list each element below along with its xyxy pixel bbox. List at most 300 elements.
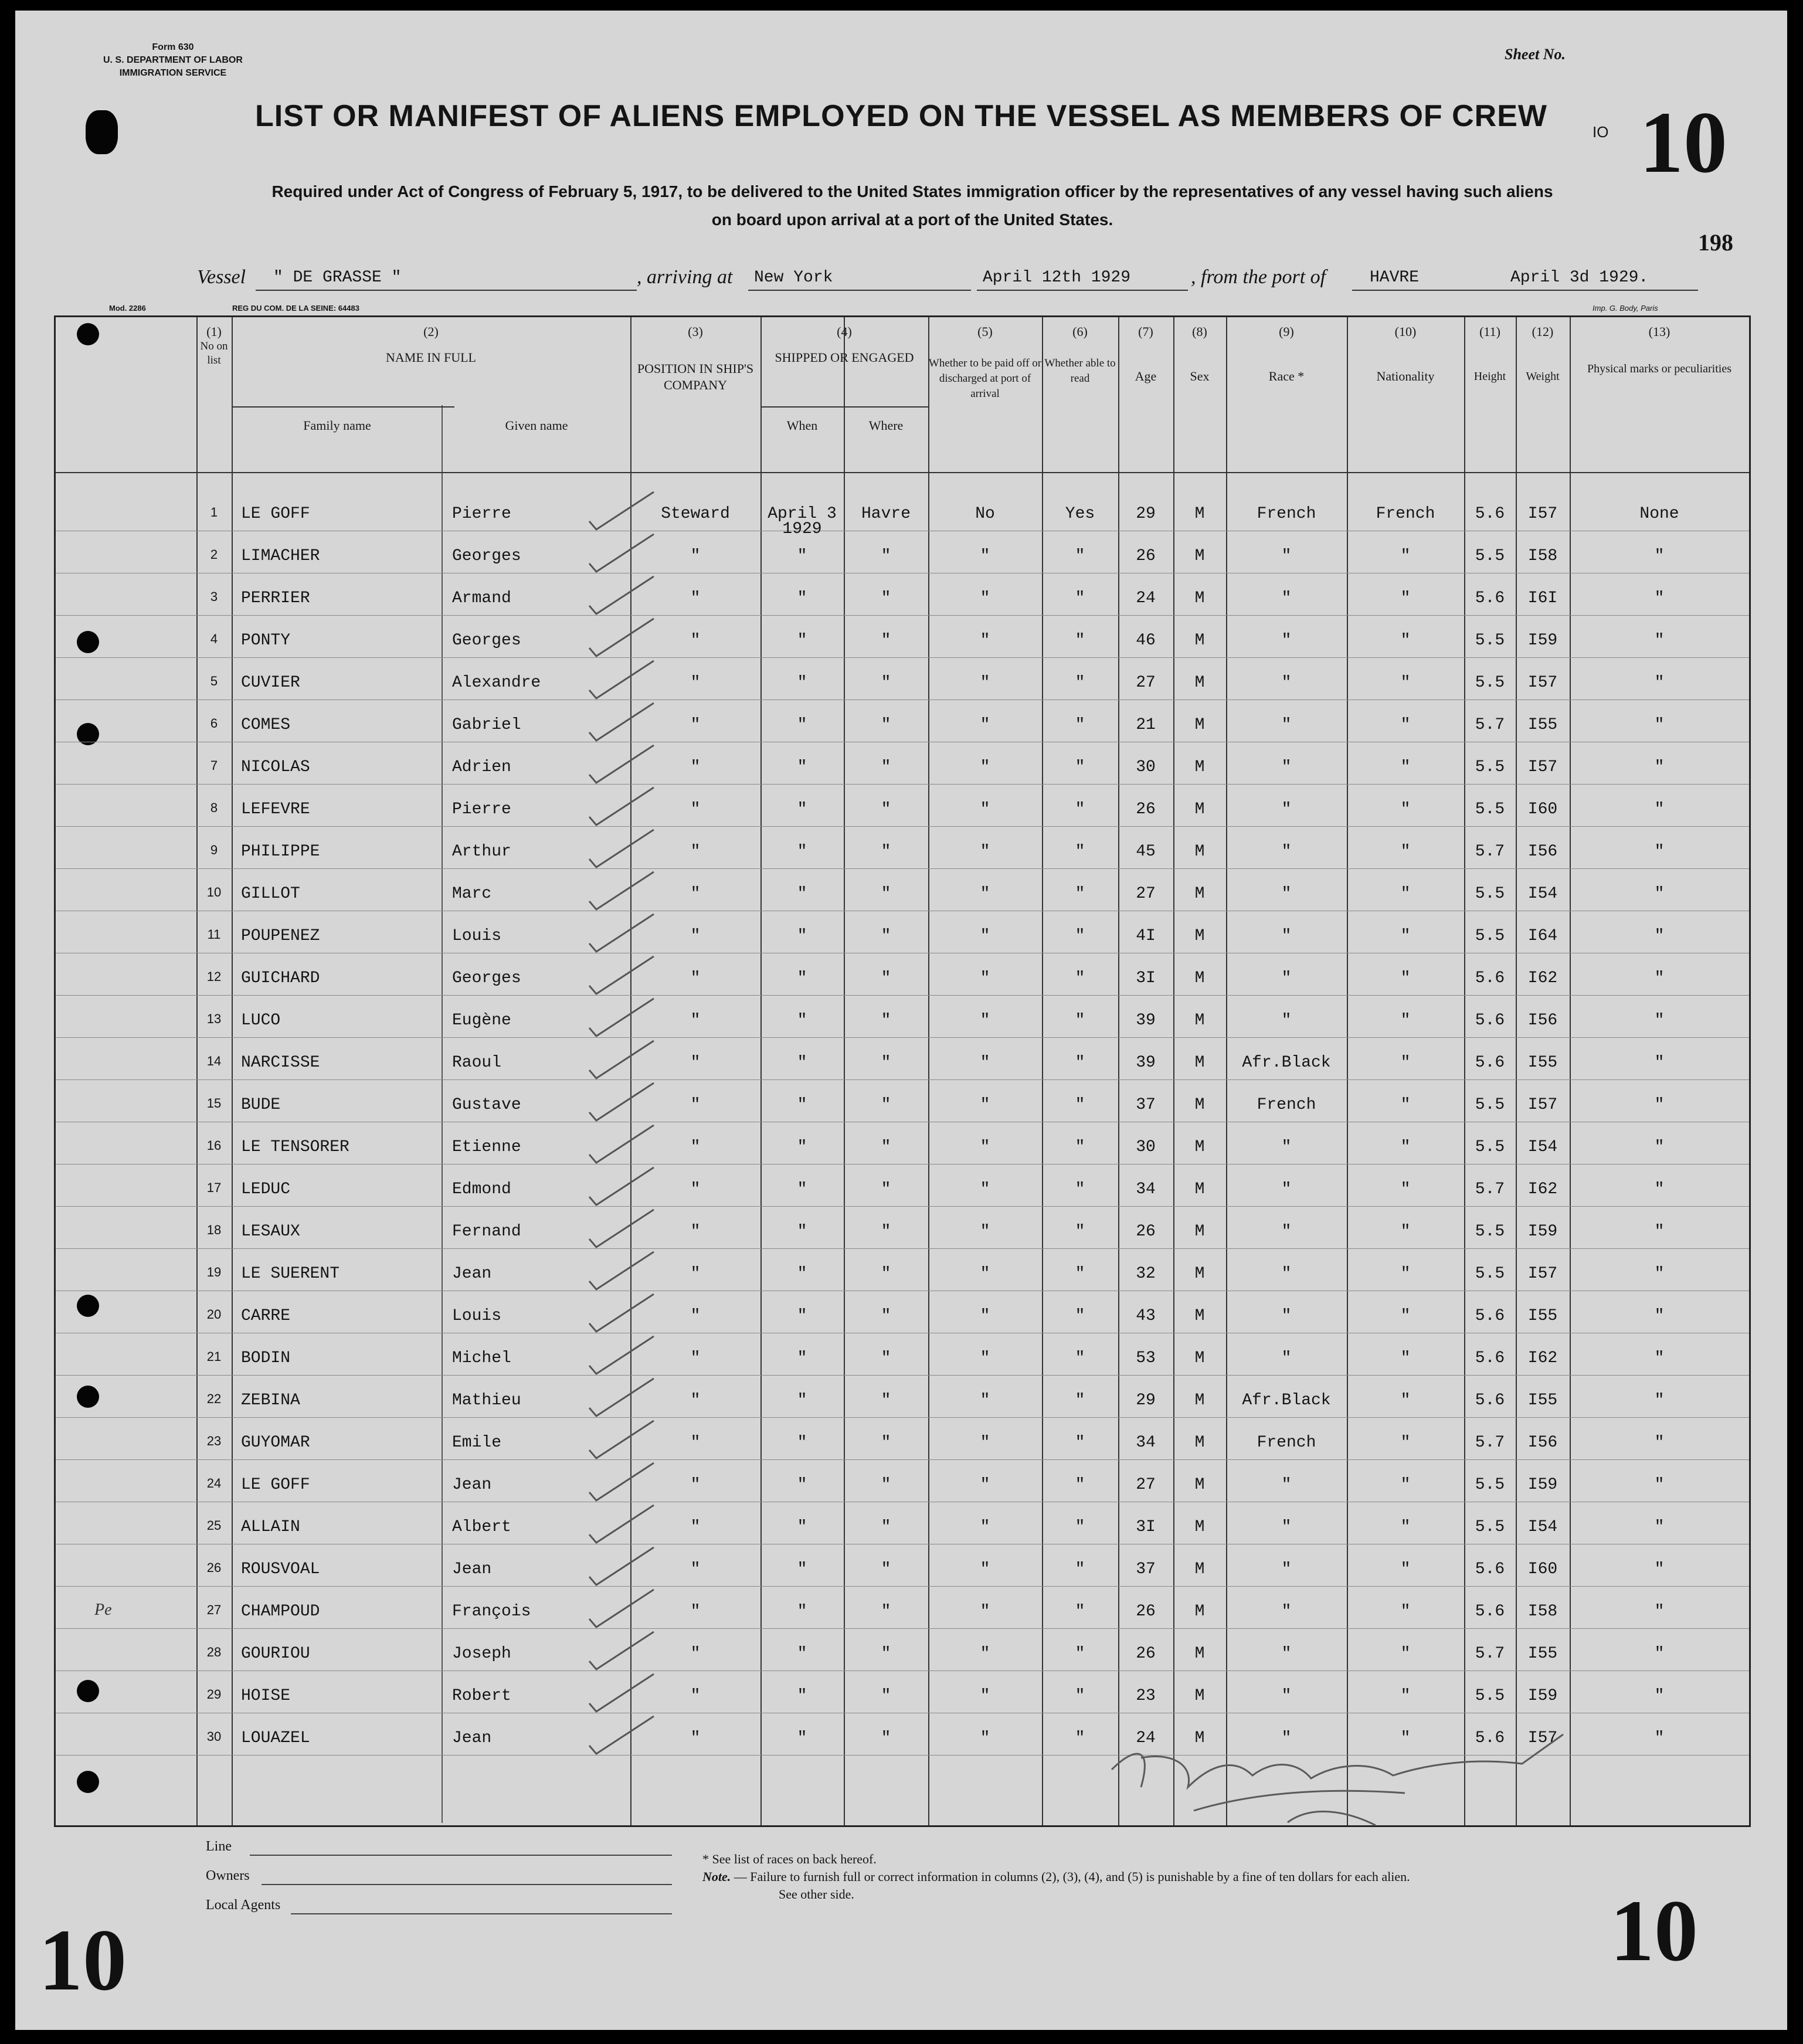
weight: I56	[1527, 1011, 1558, 1030]
paid-off: "	[980, 1265, 990, 1283]
position: "	[690, 1434, 701, 1452]
race: "	[1281, 1687, 1292, 1705]
position: "	[690, 969, 701, 987]
paid-off: "	[980, 843, 990, 861]
weight: I59	[1527, 631, 1558, 650]
sheet-label: Sheet No.	[1505, 46, 1566, 63]
race: "	[1281, 1265, 1292, 1283]
corner-number-right: 10	[1610, 1882, 1698, 1980]
nationality: "	[1400, 927, 1411, 945]
race: Afr.Black	[1242, 1054, 1331, 1072]
row-number: 7	[210, 758, 218, 773]
weight: I57	[1527, 1265, 1558, 1283]
row-number: 10	[206, 885, 222, 899]
able-to-read: "	[1075, 758, 1085, 776]
shipped-year: 1929	[782, 520, 822, 538]
height: 5.5	[1475, 631, 1505, 650]
race: "	[1281, 547, 1292, 565]
page-title: LIST OR MANIFEST OF ALIENS EMPLOYED ON THE VESSEL AS MEMBERS OF CREW	[255, 99, 1547, 133]
shipped-where: "	[881, 716, 891, 734]
physical-marks: "	[1654, 1518, 1665, 1536]
sex: M	[1194, 1518, 1205, 1536]
shipped-where: "	[881, 1011, 891, 1030]
nationality: "	[1400, 1265, 1411, 1283]
shipped-where: "	[881, 1223, 891, 1241]
row-number: 4	[210, 631, 218, 646]
shipped-where: "	[881, 1602, 891, 1621]
race: "	[1281, 1223, 1292, 1241]
weight: I60	[1527, 1560, 1558, 1578]
row-number: 14	[206, 1054, 222, 1068]
physical-marks: "	[1654, 969, 1665, 987]
shipped-when: "	[797, 1518, 807, 1536]
given-name: Jean	[452, 1476, 492, 1494]
position: "	[690, 1687, 701, 1705]
race: "	[1281, 1307, 1292, 1325]
given-name: Etienne	[452, 1138, 521, 1156]
physical-marks: "	[1654, 1476, 1665, 1494]
given-name-header: Given name	[505, 418, 568, 433]
nationality: "	[1400, 674, 1411, 692]
race: "	[1281, 969, 1292, 987]
race: "	[1281, 1011, 1292, 1030]
shipped-where: "	[881, 1476, 891, 1494]
age: 24	[1136, 1729, 1156, 1747]
given-name: Armand	[452, 589, 511, 607]
weight: I55	[1527, 1054, 1558, 1072]
height: 5.6	[1475, 1602, 1505, 1621]
able-to-read: "	[1075, 1391, 1085, 1410]
nationality: "	[1400, 1434, 1411, 1452]
given-name: Jean	[452, 1265, 492, 1283]
able-to-read: "	[1075, 1560, 1085, 1578]
physical-marks: "	[1654, 1434, 1665, 1452]
given-name: Adrien	[452, 758, 511, 776]
shipped-when: "	[797, 1602, 807, 1621]
sex: M	[1194, 843, 1205, 861]
weight: I56	[1527, 843, 1558, 861]
nationality: "	[1400, 1560, 1411, 1578]
height: 5.6	[1475, 969, 1505, 987]
height: 5.6	[1475, 589, 1505, 607]
weight: I57	[1527, 505, 1558, 523]
nationality: "	[1400, 969, 1411, 987]
shipped-when: "	[797, 674, 807, 692]
weight: I62	[1527, 1180, 1558, 1198]
sex: M	[1194, 927, 1205, 945]
physical-marks: "	[1654, 927, 1665, 945]
given-name: Gabriel	[452, 716, 521, 734]
height: 5.7	[1475, 1180, 1505, 1198]
col-9-header: (9) Race *	[1268, 324, 1305, 383]
given-name: Louis	[452, 927, 502, 945]
race: "	[1281, 758, 1292, 776]
age: 26	[1136, 1602, 1156, 1621]
height: 5.7	[1475, 843, 1505, 861]
able-to-read: "	[1075, 885, 1085, 903]
weight: I58	[1527, 1602, 1558, 1621]
age: 27	[1136, 885, 1156, 903]
able-to-read: "	[1075, 1307, 1085, 1325]
given-name: Georges	[452, 547, 521, 565]
age: 34	[1136, 1434, 1156, 1452]
sex: M	[1194, 1349, 1205, 1367]
shipped-when: "	[797, 1476, 807, 1494]
note-text: — Failure to furnish full or correct information in columns (2), (3), (4), and (5) is punishable by a fine of ten dollars for each alien.	[734, 1869, 1410, 1884]
physical-marks: "	[1654, 716, 1665, 734]
nationality: "	[1400, 1687, 1411, 1705]
shipped-where: Havre	[861, 505, 911, 523]
nationality: "	[1400, 589, 1411, 607]
shipped-where: "	[881, 1729, 891, 1747]
height: 5.6	[1475, 1054, 1505, 1072]
sex: M	[1194, 589, 1205, 607]
position: "	[690, 885, 701, 903]
shipped-where: "	[881, 1560, 891, 1578]
weight: I6I	[1527, 589, 1558, 607]
sex: M	[1194, 1434, 1205, 1452]
sex: M	[1194, 1223, 1205, 1241]
sex: M	[1194, 885, 1205, 903]
race: "	[1281, 631, 1292, 650]
sex: M	[1194, 1054, 1205, 1072]
age: 39	[1136, 1011, 1156, 1030]
physical-marks: "	[1654, 800, 1665, 819]
given-name: Pierre	[452, 505, 511, 523]
weight: I57	[1527, 758, 1558, 776]
weight: I55	[1527, 1391, 1558, 1410]
position: "	[690, 1307, 701, 1325]
physical-marks: "	[1654, 631, 1665, 650]
row-number: 23	[206, 1434, 222, 1448]
shipped-when: April 3	[768, 505, 837, 523]
position: "	[690, 1349, 701, 1367]
position: "	[690, 927, 701, 945]
shipped-when: "	[797, 1223, 807, 1241]
sex: M	[1194, 674, 1205, 692]
age: 37	[1136, 1096, 1156, 1114]
shipped-where: "	[881, 1054, 891, 1072]
shipped-when: "	[797, 1645, 807, 1663]
paid-off: "	[980, 1560, 990, 1578]
weight: I56	[1527, 1434, 1558, 1452]
paid-off: "	[980, 1307, 990, 1325]
weight: I64	[1527, 927, 1558, 945]
physical-marks: "	[1654, 1602, 1665, 1621]
family-name: BODIN	[241, 1349, 291, 1367]
form-number: Form 630	[152, 42, 194, 52]
paid-off: "	[980, 1645, 990, 1663]
age: 46	[1136, 631, 1156, 650]
weight: I57	[1527, 1729, 1558, 1747]
corner-number-left: 10	[39, 1911, 127, 2009]
nationality: French	[1376, 505, 1435, 523]
age: 3I	[1136, 969, 1156, 987]
paid-off: "	[980, 1180, 990, 1198]
paid-off: No	[975, 505, 995, 523]
given-name: Louis	[452, 1307, 502, 1325]
sex: M	[1194, 1011, 1205, 1030]
family-name: GOURIOU	[241, 1645, 310, 1663]
sex: M	[1194, 631, 1205, 650]
nationality: "	[1400, 758, 1411, 776]
weight: I55	[1527, 1645, 1558, 1663]
age: 26	[1136, 800, 1156, 819]
paid-off: "	[980, 1096, 990, 1114]
row-number: 16	[206, 1138, 222, 1153]
sex: M	[1194, 1687, 1205, 1705]
given-name: Jean	[452, 1560, 492, 1578]
able-to-read: "	[1075, 927, 1085, 945]
family-name: LESAUX	[241, 1223, 300, 1241]
able-to-read: "	[1075, 1476, 1085, 1494]
family-name: CHAMPOUD	[241, 1602, 320, 1621]
service-name: IMMIGRATION SERVICE	[119, 68, 227, 78]
position: "	[690, 1518, 701, 1536]
height: 5.5	[1475, 1223, 1505, 1241]
shipped-when: "	[797, 1011, 807, 1030]
age: 45	[1136, 843, 1156, 861]
weight: I54	[1527, 1138, 1558, 1156]
age: 3I	[1136, 1518, 1156, 1536]
sex: M	[1194, 758, 1205, 776]
race: "	[1281, 1476, 1292, 1494]
nationality: "	[1400, 1476, 1411, 1494]
family-name: GUYOMAR	[241, 1434, 310, 1452]
margin-note: Pe	[94, 1601, 112, 1619]
col-4-header: (4) SHIPPED OR ENGAGED	[775, 324, 914, 365]
nationality: "	[1400, 1602, 1411, 1621]
row-number: 2	[210, 547, 218, 562]
race: "	[1281, 589, 1292, 607]
given-name: Fernand	[452, 1223, 521, 1241]
able-to-read: "	[1075, 800, 1085, 819]
able-to-read: "	[1075, 1602, 1085, 1621]
manifest-page	[15, 11, 1787, 2030]
vessel-line	[15, 263, 1787, 292]
shipped-when: "	[797, 1138, 807, 1156]
paid-off: "	[980, 1687, 990, 1705]
sex: M	[1194, 1645, 1205, 1663]
signature	[1100, 1723, 1587, 1840]
row-number: 29	[206, 1687, 222, 1702]
physical-marks: "	[1654, 885, 1665, 903]
physical-marks: "	[1654, 1096, 1665, 1114]
weight: I55	[1527, 1307, 1558, 1325]
race: "	[1281, 1645, 1292, 1663]
col-7-header: (7) Age	[1135, 324, 1157, 383]
family-name: LE TENSORER	[241, 1138, 349, 1156]
position: "	[690, 1602, 701, 1621]
physical-marks: "	[1654, 1391, 1665, 1410]
col-8-header: (8) Sex	[1190, 324, 1210, 383]
shipped-where: "	[881, 674, 891, 692]
age: 30	[1136, 1138, 1156, 1156]
position: "	[690, 589, 701, 607]
able-to-read: "	[1075, 1434, 1085, 1452]
departure-date: April 3d 1929.	[1510, 269, 1649, 287]
shipped-where: "	[881, 1096, 891, 1114]
paid-off: "	[980, 1391, 990, 1410]
paid-off: "	[980, 547, 990, 565]
physical-marks: "	[1654, 589, 1665, 607]
note-label: Note.	[702, 1869, 731, 1884]
physical-marks: "	[1654, 1687, 1665, 1705]
paid-off: "	[980, 1223, 990, 1241]
sex: M	[1194, 1096, 1205, 1114]
weight: I54	[1527, 885, 1558, 903]
sheet-number: 10	[1639, 94, 1727, 191]
height: 5.5	[1475, 758, 1505, 776]
able-to-read: "	[1075, 716, 1085, 734]
race: French	[1257, 505, 1316, 523]
shipped-when: "	[797, 1729, 807, 1747]
able-to-read: "	[1075, 631, 1085, 650]
shipped-when: "	[797, 1349, 807, 1367]
paid-off: "	[980, 969, 990, 987]
nationality: "	[1400, 843, 1411, 861]
row-number: 27	[206, 1602, 222, 1617]
family-name: CARRE	[241, 1307, 291, 1325]
shipped-when: "	[797, 716, 807, 734]
paid-off: "	[980, 631, 990, 650]
shipped-when: "	[797, 1265, 807, 1283]
paid-off: "	[980, 1011, 990, 1030]
col-11-header: (11) Height	[1473, 324, 1506, 383]
paid-off: "	[980, 1434, 990, 1452]
row-number: 6	[210, 716, 218, 731]
shipped-where: "	[881, 758, 891, 776]
sex: M	[1194, 1602, 1205, 1621]
height: 5.6	[1475, 1011, 1505, 1030]
sex: M	[1194, 1180, 1205, 1198]
race: French	[1257, 1096, 1316, 1114]
age: 21	[1136, 716, 1156, 734]
ink-blot	[86, 110, 118, 154]
nationality: "	[1400, 1518, 1411, 1536]
nationality: "	[1400, 1223, 1411, 1241]
physical-marks: "	[1654, 1054, 1665, 1072]
row-number: 26	[206, 1560, 222, 1575]
family-name: LE GOFF	[241, 1476, 310, 1494]
row-number: 28	[206, 1645, 222, 1659]
height: 5.5	[1475, 547, 1505, 565]
sex: M	[1194, 716, 1205, 734]
able-to-read: "	[1075, 1011, 1085, 1030]
race: "	[1281, 1180, 1292, 1198]
nationality: "	[1400, 1391, 1411, 1410]
nationality: "	[1400, 1307, 1411, 1325]
subtitle: Required under Act of Congress of February 5, 1917, to be delivered to the United States immigration officer by the representatives of any vessel having such aliens on board upon arrival at a port of the United States.	[271, 182, 1553, 229]
col-3-header: (3) POSITION IN SHIP'S COMPANY	[637, 324, 754, 392]
age: 4I	[1136, 927, 1156, 945]
from-label: , from the port of	[1191, 266, 1326, 288]
shipped-when: "	[797, 589, 807, 607]
col-13-header: (13) Physical marks or peculiarities	[1587, 324, 1732, 375]
nationality: "	[1400, 1096, 1411, 1114]
check-mark-icon	[583, 1712, 660, 1764]
shipped-where: "	[881, 1434, 891, 1452]
sex: M	[1194, 1138, 1205, 1156]
col-1-header: (1) No on list	[200, 324, 228, 366]
paid-off: "	[980, 800, 990, 819]
row-number: 12	[206, 969, 222, 984]
physical-marks: "	[1654, 1560, 1665, 1578]
able-to-read: "	[1075, 843, 1085, 861]
nationality: "	[1400, 1645, 1411, 1663]
arriving-label: , arriving at	[637, 266, 733, 288]
given-name: Emile	[452, 1434, 502, 1452]
registry-number: REG DU COM. DE LA SEINE: 64483	[232, 304, 359, 313]
row-number: 25	[206, 1518, 222, 1533]
manifest-table	[54, 315, 1751, 1827]
position: "	[690, 631, 701, 650]
shipped-when: "	[797, 800, 807, 819]
shipped-when: "	[797, 1560, 807, 1578]
physical-marks: "	[1654, 1011, 1665, 1030]
col-2-header: (2) NAME IN FULL	[386, 324, 476, 365]
paid-off: "	[980, 674, 990, 692]
physical-marks: "	[1654, 1307, 1665, 1325]
sex: M	[1194, 1391, 1205, 1410]
position: "	[690, 547, 701, 565]
weight: I57	[1527, 1096, 1558, 1114]
shipped-when: "	[797, 631, 807, 650]
family-name: LIMACHER	[241, 547, 320, 565]
nationality: "	[1400, 1729, 1411, 1747]
position: "	[690, 674, 701, 692]
height: 5.5	[1475, 800, 1505, 819]
vessel-label: Vessel	[197, 266, 246, 288]
race: "	[1281, 716, 1292, 734]
physical-marks: "	[1654, 1645, 1665, 1663]
mod-number: Mod. 2286	[109, 304, 146, 313]
race-note: * See list of races on back hereof.	[702, 1852, 877, 1866]
position: "	[690, 1011, 701, 1030]
col-5-header: (5) Whether to be paid off or discharged at port of arrival	[928, 324, 1042, 400]
row-number: 15	[206, 1096, 222, 1111]
position: "	[690, 800, 701, 819]
arriving-port: New York	[754, 269, 833, 287]
family-name: BUDE	[241, 1096, 281, 1114]
able-to-read: "	[1075, 547, 1085, 565]
position: "	[690, 1138, 701, 1156]
sex: M	[1194, 1265, 1205, 1283]
physical-marks: "	[1654, 1223, 1665, 1241]
shipped-where: "	[881, 1645, 891, 1663]
able-to-read: "	[1075, 1054, 1085, 1072]
paid-off: "	[980, 589, 990, 607]
col-10-header: (10) Nationality	[1376, 324, 1435, 383]
age: 43	[1136, 1307, 1156, 1325]
given-name: Gustave	[452, 1096, 521, 1114]
row-number: 13	[206, 1011, 222, 1026]
paid-off: "	[980, 1602, 990, 1621]
age: 26	[1136, 547, 1156, 565]
race: "	[1281, 1138, 1292, 1156]
physical-marks: "	[1654, 758, 1665, 776]
row-number: 1	[210, 505, 218, 520]
physical-marks: "	[1654, 674, 1665, 692]
shipped-where: "	[881, 800, 891, 819]
family-name: LUCO	[241, 1011, 281, 1030]
shipped-where: "	[881, 843, 891, 861]
row-number: 21	[206, 1349, 222, 1364]
row-number: 5	[210, 674, 218, 688]
age: 32	[1136, 1265, 1156, 1283]
race: "	[1281, 927, 1292, 945]
height: 5.5	[1475, 1138, 1505, 1156]
